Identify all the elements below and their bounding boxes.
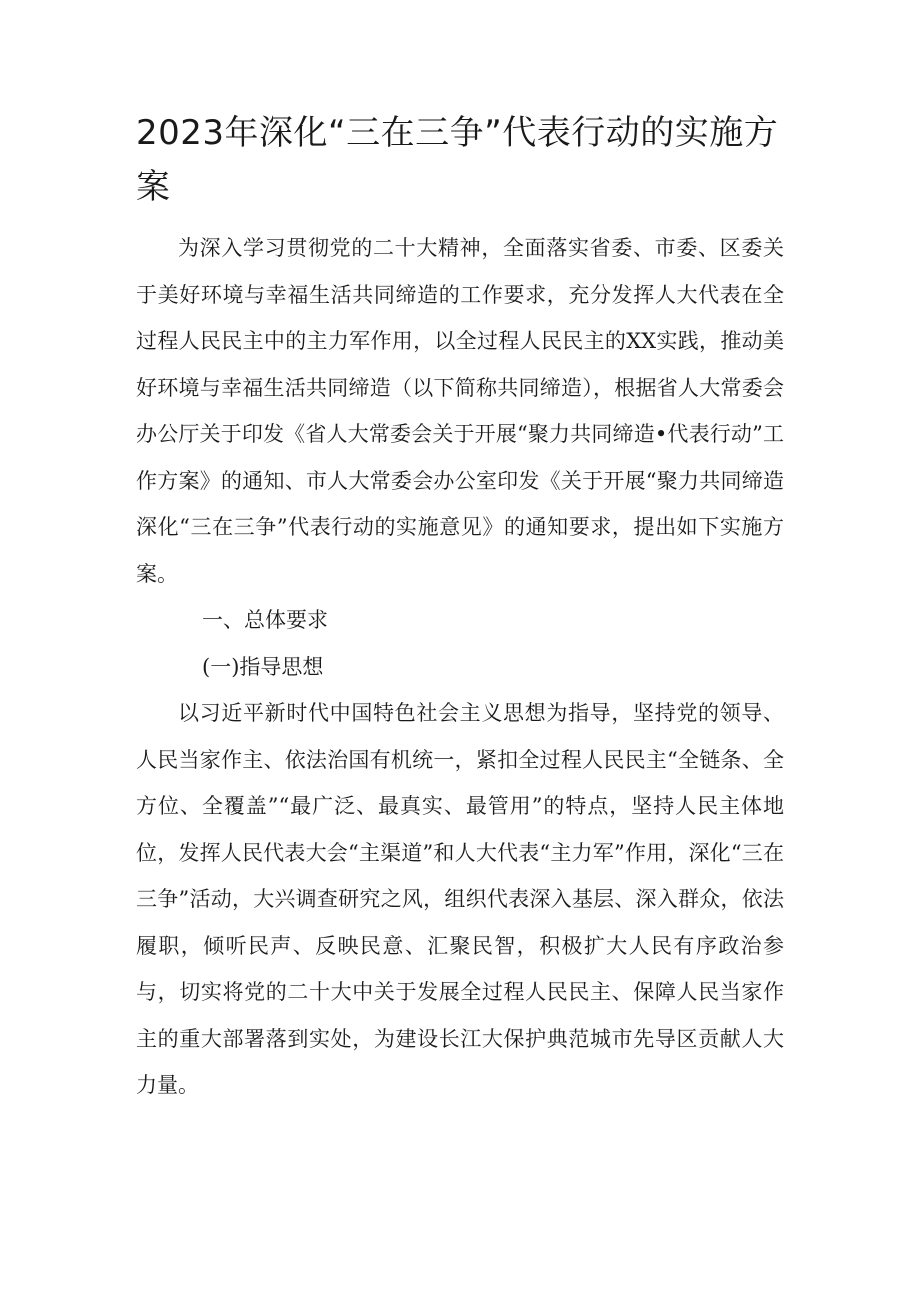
intro-paragraph: 为深入学习贯彻党的二十大精神，全面落实省委、市委、区委关于美好环境与幸福生活共同缔造的工作要求，充分发挥人大代表在全过程人民民主中的主力军作用，以全过程人民民主的XX实践，推动美好环境与幸福生活共同缔造（以下简称共同缔造），根据省人大常委会办公厅关于印发《省人大常委会关于开展“聚力共同缔造•代表行动”工作方案》的通知、市人大常委会办公室印发《关于开展“聚力共同缔造深化“三在三争”代表行动的实施意见》的通知要求，提出如下实施方案。 [136,236,784,586]
document-body [136,225,784,1109]
subsection-heading: (一)指导思想 [202,654,324,679]
guiding-paragraph: 以习近平新时代中国特色社会主义思想为指导，坚持党的领导、人民当家作主、依法治国有机统一，紧扣全过程人民民主“全链条、全方位、全覆盖”“最广泛、最真实、最管用”的特点，坚持人民主体地位，发挥人民代表大会“主渠道”和人大代表“主力军”作用，深化“三在三争”活动，大兴调查研究之风，组织代表深入基层、深入群众，依法履职，倾听民声、反映民意、汇聚民智，积极扩大人民有序政治参与，切实将党的二十大中关于发展全过程人民民主、保障人民当家作主的重大部署落到实处，为建设长江大保护典范城市先导区贡献人大力量。 [136,701,784,1097]
section-heading: 一、总体要求 [202,608,328,632]
document-title: 2023年深化“三在三争”代表行动的实施方案 [136,113,779,207]
